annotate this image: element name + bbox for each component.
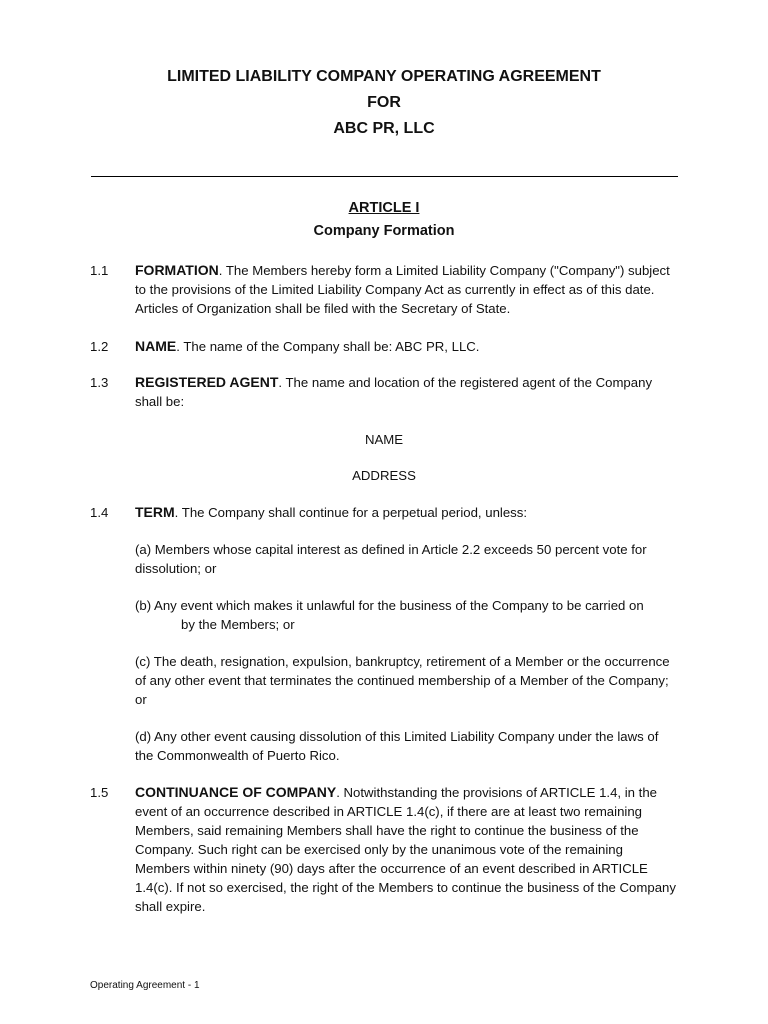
section-heading: FORMATION [135, 262, 219, 278]
section-heading: NAME [135, 338, 177, 354]
document-title [0, 64, 768, 142]
term-clause-b [135, 596, 680, 634]
term-clause-a: (a) Members whose capital interest as defined in Article 2.2 exceeds 50 percent vote for dissolution; or [135, 542, 647, 576]
article-subheading: Company Formation [313, 223, 455, 239]
term-clause-c: (c) The death, resignation, expulsion, bankruptcy, retirement of a Member or the occurrence of any other event that terminates the continued membership of a Member of the Company; or [135, 654, 670, 707]
section-body [135, 783, 680, 916]
title-line-2: FOR [367, 94, 401, 111]
title-line-1: LIMITED LIABILITY COMPANY OPERATING AGREEMENT [167, 68, 601, 85]
section-heading: CONTINUANCE OF COMPANY [135, 784, 337, 800]
section-number: 1.5 [90, 785, 109, 800]
section-text: . The Members hereby form a Limited Liability Company ("Company") subject to the provisions of the Limited Liability Company Act as currently in effect as of this date. Articles of Organization shall be filed with the Secretary of State. [135, 263, 670, 316]
horizontal-rule [91, 176, 678, 177]
section-text: . Notwithstanding the provisions of ARTICLE 1.4, in the event of an occurrence described in ARTICLE 1.4(c), if there are at least two remaining Members, said remaining Members shall have the right to continue the business of the Company. Such right can be exercised only by the unanimous vote of the remaining Members within ninety (90) days after the occurrence of an event described in ARTICLE 1.4(c). If not so exercised, the right of the Members to continue the business of the Company shall expire. [135, 785, 676, 914]
term-clause-b-line1: (b) Any event which makes it unlawful for the business of the Company to be carried on [135, 598, 644, 613]
section-body [135, 261, 680, 318]
section-text: . The Company shall continue for a perpetual period, unless: [174, 505, 528, 520]
section-number: 1.3 [90, 375, 109, 390]
section-text: . The name and location of the registered agent of the Company shall be: [135, 375, 653, 409]
section-body [135, 373, 680, 411]
section-body [135, 337, 680, 356]
title-line-3: ABC PR, LLC [333, 120, 435, 137]
term-clause-d: (d) Any other event causing dissolution of this Limited Liability Company under the laws of the Commonwealth of Puerto Rico. [135, 729, 659, 763]
agent-address: ADDRESS [352, 468, 416, 483]
section-number: 1.2 [90, 339, 109, 354]
article-heading: ARTICLE I [348, 200, 420, 216]
agent-name: NAME [364, 432, 404, 447]
section-text: . The name of the Company shall be: ABC PR, LLC. [176, 339, 480, 354]
section-number: 1.4 [90, 505, 109, 520]
section-number: 1.1 [90, 263, 109, 278]
section-body [135, 503, 680, 522]
term-clause-b-line2: by the Members; or [181, 617, 295, 632]
section-heading: TERM [135, 504, 175, 520]
page-footer: Operating Agreement - 1 [90, 980, 200, 991]
section-heading: REGISTERED AGENT [135, 374, 279, 390]
